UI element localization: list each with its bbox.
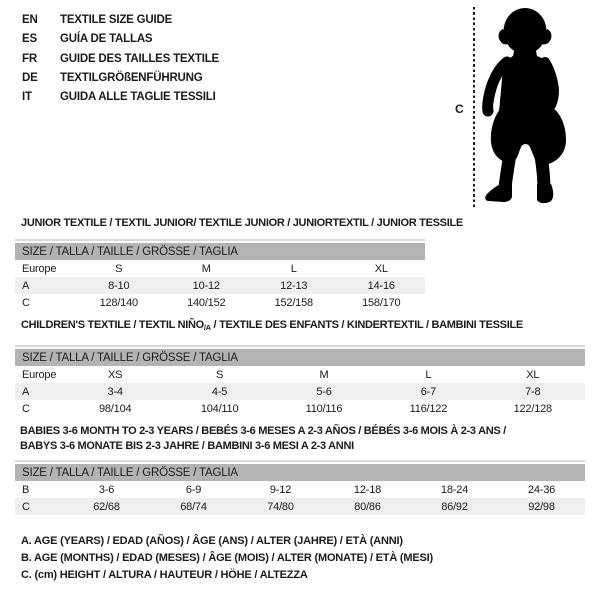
- lang-code: ES: [22, 33, 37, 46]
- table-cell: XL: [526, 368, 540, 381]
- babies-title-line2: BABYS 3-6 MONATE BIS 2-3 JAHRE / BAMBINI 3-6 MESI A 2-3 ANNI: [20, 440, 354, 452]
- height-measure-dotted-line: [473, 7, 475, 208]
- table-cell: 158/170: [362, 296, 401, 309]
- table-row-a: [15, 383, 585, 400]
- height-measure-label: C: [455, 102, 464, 116]
- table-cell: 6-7: [376, 383, 480, 400]
- table-row-a: [15, 277, 425, 294]
- table-row-b: [15, 481, 585, 498]
- table-cell: 80/86: [324, 498, 411, 515]
- row-label: Europe: [22, 368, 57, 381]
- footnotes: [21, 533, 433, 584]
- lang-label: TEXTILE SIZE GUIDE: [60, 14, 173, 26]
- table-cell: S: [216, 368, 224, 381]
- table-cell: 3-6: [98, 483, 115, 496]
- table-cell: 5-6: [272, 383, 376, 400]
- row-label: C: [15, 498, 63, 515]
- row-label: A: [15, 277, 75, 294]
- footnote-a: A. AGE (YEARS) / EDAD (AÑOS) / ÂGE (ANS) / ALTER (JAHRE) / ETÀ (ANNI): [21, 535, 403, 547]
- table-top-border: [15, 345, 585, 347]
- footnote-b: B. AGE (MONTHS) / EDAD (MESES) / ÂGE (MOIS) / ALTER (MONATE) / ETÀ (MESI): [21, 552, 433, 564]
- lang-row-fr: [22, 50, 219, 69]
- table-cell: S: [115, 262, 123, 275]
- table-cell: 152/158: [274, 296, 313, 309]
- children-table: [15, 345, 585, 417]
- lang-row-es: [22, 30, 219, 49]
- table-cell: 74/80: [237, 498, 324, 515]
- lang-code: FR: [22, 52, 37, 65]
- children-title-post: / TEXTILE DES ENFANTS / KINDERTEXTIL / BAMBINI TESSILE: [210, 319, 523, 331]
- lang-code: IT: [22, 91, 32, 104]
- table-cell: 92/98: [498, 498, 585, 515]
- table-row-c: [15, 294, 425, 311]
- baby-silhouette-image: [479, 4, 579, 206]
- children-title-pre: CHILDREN'S TEXTILE / TEXTIL NIÑO: [21, 319, 204, 331]
- table-cell: 122/128: [513, 402, 552, 415]
- lang-label: GUIDE DES TAILLES TEXTILE: [60, 52, 219, 65]
- table-cell: 18-24: [440, 483, 469, 496]
- table-cell: 10-12: [163, 277, 251, 294]
- table-cell: 9-12: [269, 483, 292, 496]
- size-header-label: SIZE / TALLA / TAILLE / GRÖSSE / TAGLIA: [15, 349, 585, 366]
- table-cell: 68/74: [150, 498, 237, 515]
- footnote-c: C. (cm) HEIGHT / ALTURA / HAUTEUR / HÖHE / ALTEZZA: [21, 569, 308, 581]
- table-cell: 62/68: [63, 498, 150, 515]
- table-cell: 14-16: [338, 277, 426, 294]
- table-cell: M: [201, 262, 211, 275]
- table-cell: L: [425, 368, 432, 381]
- lang-row-it: [22, 88, 219, 107]
- row-label: C: [22, 296, 30, 309]
- children-title-subscript: /A: [203, 323, 211, 332]
- table-row-europe: [15, 366, 585, 383]
- table-cell: 116/122: [409, 402, 448, 415]
- lang-label: GUIDA ALLE TAGLIE TESSILI: [60, 91, 216, 104]
- babies-size-table: [15, 464, 585, 515]
- lang-label: GUÍA DE TALLAS: [60, 33, 153, 46]
- table-row-europe: [15, 260, 425, 277]
- table-cell: 4-5: [167, 383, 271, 400]
- size-header-label: SIZE / TALLA / TAILLE / GRÖSSE / TAGLIA: [15, 243, 425, 260]
- table-cell: 128/140: [99, 296, 138, 309]
- size-header-row: [15, 464, 585, 481]
- row-label: Europe: [22, 262, 57, 275]
- table-top-border: [15, 239, 425, 241]
- size-header-label: SIZE / TALLA / TAILLE / GRÖSSE / TAGLIA: [15, 464, 585, 481]
- table-cell: M: [319, 368, 329, 381]
- table-cell: XL: [374, 262, 388, 275]
- lang-label: TEXTILGRÖßENFÜHRUNG: [60, 71, 203, 84]
- table-cell: 86/92: [411, 498, 498, 515]
- children-section-title: [21, 319, 523, 332]
- lang-row-en: [22, 11, 219, 30]
- table-top-border: [15, 460, 585, 462]
- table-cell: 8-10: [75, 277, 163, 294]
- children-size-table: [15, 349, 585, 417]
- table-cell: 140/152: [187, 296, 226, 309]
- table-cell: 12-13: [250, 277, 338, 294]
- lang-code: EN: [22, 14, 38, 26]
- junior-section-title: JUNIOR TEXTILE / TEXTIL JUNIOR/ TEXTILE JUNIOR / JUNIORTEXTIL / JUNIOR TESSILE: [21, 217, 463, 229]
- size-header-row: [15, 243, 425, 260]
- babies-section-title: [20, 424, 506, 454]
- table-cell: 7-8: [481, 383, 585, 400]
- size-header-row: [15, 349, 585, 366]
- table-cell: 6-9: [185, 483, 202, 496]
- table-cell: 12-18: [353, 483, 382, 496]
- lang-row-de: [22, 69, 219, 88]
- table-cell: 104/110: [200, 402, 239, 415]
- table-cell: 24-36: [527, 483, 556, 496]
- row-label: C: [22, 402, 30, 415]
- lang-code: DE: [22, 71, 38, 84]
- junior-size-table: [15, 243, 425, 311]
- babies-title-line1: BABIES 3-6 MONTH TO 2-3 YEARS / BEBÉS 3-6 MESES A 2-3 AÑOS / BÉBÉS 3-6 MOIS À 2-3 ANS /: [20, 425, 506, 437]
- table-cell: 110/116: [305, 402, 343, 415]
- table-cell: 98/104: [98, 402, 132, 415]
- table-row-c: [15, 498, 585, 515]
- row-label: B: [22, 483, 30, 496]
- language-header: [22, 11, 219, 107]
- table-cell: XS: [108, 368, 123, 381]
- row-label: A: [15, 383, 63, 400]
- table-cell: 3-4: [63, 383, 167, 400]
- table-row-c: [15, 400, 585, 417]
- junior-table: [15, 239, 425, 311]
- babies-table: [15, 460, 585, 515]
- table-cell: L: [290, 262, 297, 275]
